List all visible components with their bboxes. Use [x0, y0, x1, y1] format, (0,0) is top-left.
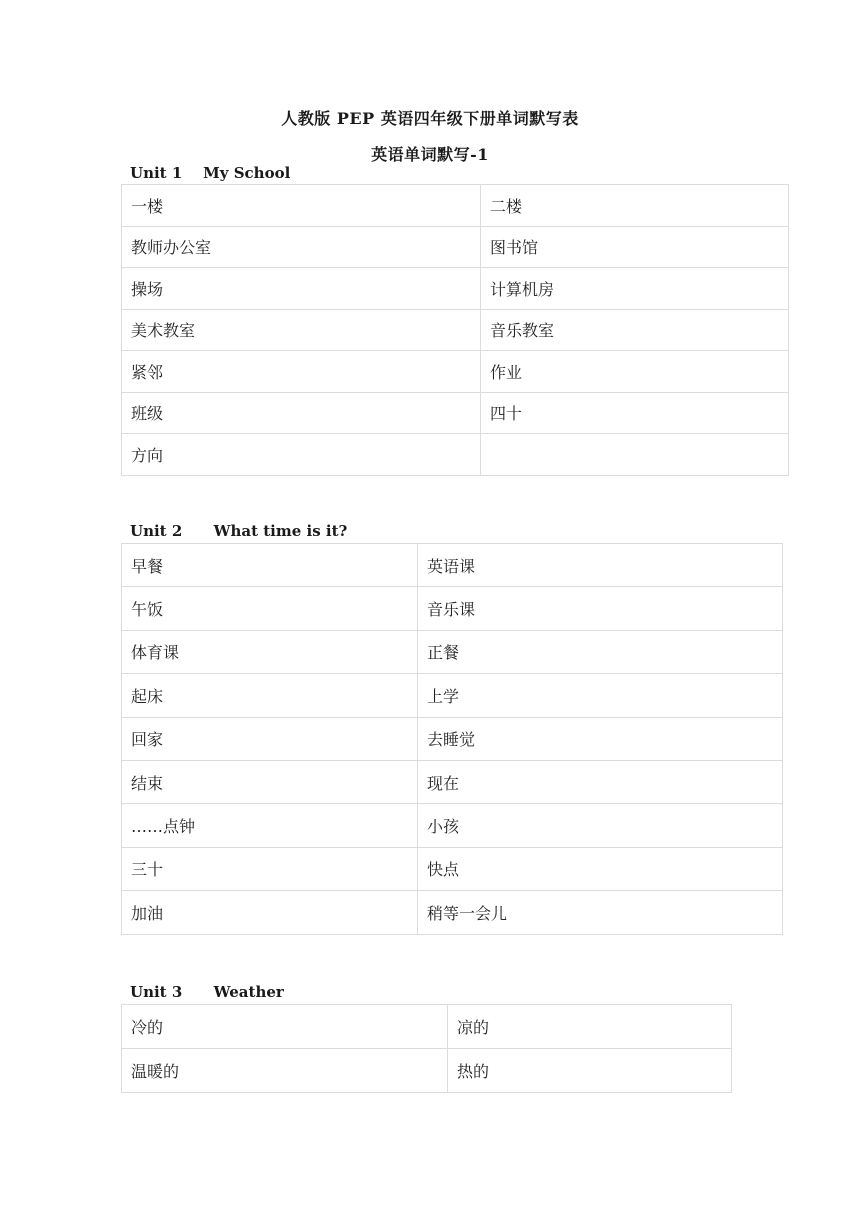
word-cell: 方向	[122, 434, 481, 476]
table-row	[122, 544, 783, 587]
word-cell: 一楼	[122, 185, 481, 227]
word-cell: 操场	[122, 268, 481, 310]
page-title: 人教版 PEP 英语四年级下册单词默写表	[281, 109, 579, 128]
table-row	[122, 804, 783, 847]
word-cell: 结束	[122, 760, 418, 803]
unit-heading-1	[130, 164, 290, 182]
word-cell: 起床	[122, 674, 418, 717]
unit-label: Unit 2	[130, 522, 183, 540]
unit-name: My School	[203, 164, 291, 182]
word-cell: 回家	[122, 717, 418, 760]
table-row	[122, 760, 783, 803]
word-cell: 紧邻	[122, 351, 481, 393]
word-cell: 教师办公室	[122, 226, 481, 268]
word-cell: 计算机房	[481, 268, 789, 310]
unit-3-word-table	[121, 1004, 732, 1093]
table-row	[122, 717, 783, 760]
word-cell: 音乐教室	[481, 309, 789, 351]
table-row	[122, 674, 783, 717]
table-row	[122, 226, 789, 268]
table-row	[122, 587, 783, 630]
word-cell: 稍等一会儿	[418, 891, 783, 934]
table-row	[122, 1005, 732, 1049]
word-cell: 上学	[418, 674, 783, 717]
unit-name: Weather	[213, 983, 284, 1001]
unit-heading-3	[130, 983, 284, 1001]
word-cell: 二楼	[481, 185, 789, 227]
table-row	[122, 847, 783, 890]
word-cell: 音乐课	[418, 587, 783, 630]
word-cell: 三十	[122, 847, 418, 890]
word-cell: 热的	[448, 1049, 732, 1093]
table-row	[122, 351, 789, 393]
table-row	[122, 392, 789, 434]
unit-name: What time is it?	[213, 522, 348, 540]
word-cell: 早餐	[122, 544, 418, 587]
word-cell: 作业	[481, 351, 789, 393]
table-row	[122, 434, 789, 476]
word-cell: 加油	[122, 891, 418, 934]
table-row	[122, 630, 783, 673]
word-cell: 冷的	[122, 1005, 448, 1049]
word-cell: 正餐	[418, 630, 783, 673]
word-cell: 现在	[418, 760, 783, 803]
unit-label: Unit 3	[130, 983, 183, 1001]
word-cell: 图书馆	[481, 226, 789, 268]
table-row	[122, 1049, 732, 1093]
unit-heading-2	[130, 522, 347, 540]
word-cell: 体育课	[122, 630, 418, 673]
table-row	[122, 185, 789, 227]
word-cell: 快点	[418, 847, 783, 890]
word-cell: 班级	[122, 392, 481, 434]
page-subtitle: 英语单词默写-1	[371, 145, 489, 164]
word-cell: 午饭	[122, 587, 418, 630]
unit-label: Unit 1	[130, 164, 183, 182]
word-cell: 美术教室	[122, 309, 481, 351]
word-cell: 英语课	[418, 544, 783, 587]
unit-2-word-table	[121, 543, 783, 935]
word-cell	[481, 434, 789, 476]
word-cell: 四十	[481, 392, 789, 434]
word-cell: 凉的	[448, 1005, 732, 1049]
table-row	[122, 891, 783, 934]
word-cell: ……点钟	[122, 804, 418, 847]
unit-1-word-table	[121, 184, 789, 476]
word-cell: 小孩	[418, 804, 783, 847]
word-cell: 温暖的	[122, 1049, 448, 1093]
table-row	[122, 309, 789, 351]
word-cell: 去睡觉	[418, 717, 783, 760]
table-row	[122, 268, 789, 310]
